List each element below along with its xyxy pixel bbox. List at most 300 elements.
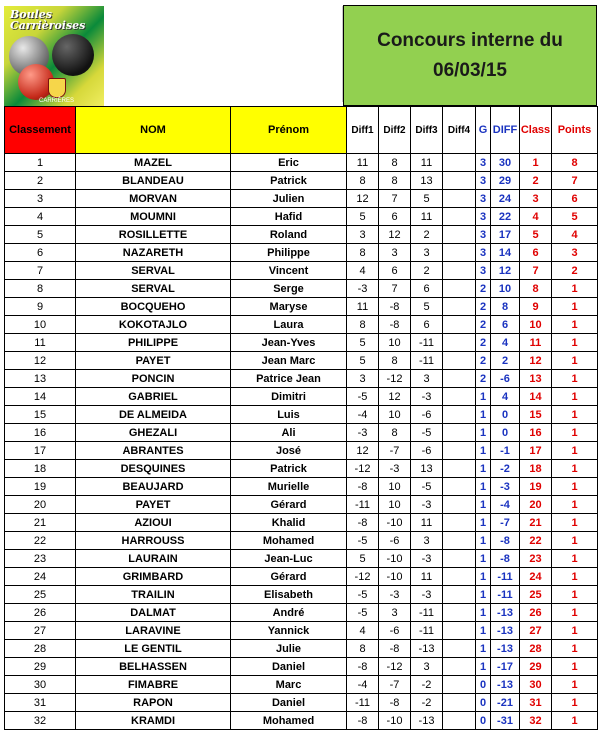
cell-diff4[interactable] xyxy=(443,568,476,586)
cell-diff4[interactable] xyxy=(443,442,476,460)
cell-nom[interactable]: PONCIN xyxy=(76,370,231,388)
cell-diff3[interactable]: -11 xyxy=(411,334,443,352)
cell-diff3[interactable]: -13 xyxy=(411,640,443,658)
cell-diff3[interactable]: 5 xyxy=(411,298,443,316)
cell-points[interactable]: 1 xyxy=(552,694,598,712)
cell-nom[interactable]: GABRIEL xyxy=(76,388,231,406)
cell-class[interactable]: 22 xyxy=(520,532,552,550)
cell-prenom[interactable]: Jean Marc xyxy=(231,352,347,370)
cell-diff2[interactable]: 10 xyxy=(379,406,411,424)
cell-points[interactable]: 1 xyxy=(552,478,598,496)
cell-diff3[interactable]: 6 xyxy=(411,316,443,334)
cell-diff1[interactable]: 8 xyxy=(347,244,379,262)
cell-classement[interactable]: 10 xyxy=(5,316,76,334)
cell-diff[interactable]: 4 xyxy=(491,388,520,406)
cell-classement[interactable]: 16 xyxy=(5,424,76,442)
cell-diff4[interactable] xyxy=(443,280,476,298)
cell-g[interactable]: 1 xyxy=(476,550,491,568)
cell-prenom[interactable]: Patrick xyxy=(231,172,347,190)
cell-diff2[interactable]: 8 xyxy=(379,352,411,370)
cell-diff[interactable]: -1 xyxy=(491,442,520,460)
cell-points[interactable]: 1 xyxy=(552,352,598,370)
cell-nom[interactable]: PAYET xyxy=(76,496,231,514)
cell-diff2[interactable]: -7 xyxy=(379,442,411,460)
cell-prenom[interactable]: Julie xyxy=(231,640,347,658)
cell-diff[interactable]: 4 xyxy=(491,334,520,352)
cell-points[interactable]: 1 xyxy=(552,604,598,622)
cell-points[interactable]: 2 xyxy=(552,262,598,280)
cell-diff2[interactable]: 6 xyxy=(379,262,411,280)
cell-diff2[interactable]: -10 xyxy=(379,514,411,532)
cell-nom[interactable]: LAURAIN xyxy=(76,550,231,568)
cell-class[interactable]: 5 xyxy=(520,226,552,244)
cell-prenom[interactable]: Patrick xyxy=(231,460,347,478)
cell-g[interactable]: 1 xyxy=(476,532,491,550)
cell-diff2[interactable]: -8 xyxy=(379,694,411,712)
cell-diff[interactable]: 30 xyxy=(491,154,520,172)
cell-diff4[interactable] xyxy=(443,460,476,478)
cell-nom[interactable]: LE GENTIL xyxy=(76,640,231,658)
cell-points[interactable]: 1 xyxy=(552,424,598,442)
cell-points[interactable]: 1 xyxy=(552,496,598,514)
cell-g[interactable]: 2 xyxy=(476,298,491,316)
cell-points[interactable]: 6 xyxy=(552,190,598,208)
cell-nom[interactable]: BEAUJARD xyxy=(76,478,231,496)
cell-g[interactable]: 1 xyxy=(476,496,491,514)
cell-classement[interactable]: 9 xyxy=(5,298,76,316)
cell-diff[interactable]: -31 xyxy=(491,712,520,730)
cell-prenom[interactable]: Mohamed xyxy=(231,712,347,730)
cell-diff[interactable]: -21 xyxy=(491,694,520,712)
cell-diff2[interactable]: 10 xyxy=(379,478,411,496)
cell-diff1[interactable]: -8 xyxy=(347,712,379,730)
cell-nom[interactable]: NAZARETH xyxy=(76,244,231,262)
cell-diff1[interactable]: -3 xyxy=(347,280,379,298)
cell-class[interactable]: 26 xyxy=(520,604,552,622)
cell-classement[interactable]: 18 xyxy=(5,460,76,478)
cell-points[interactable]: 1 xyxy=(552,514,598,532)
cell-diff4[interactable] xyxy=(443,406,476,424)
cell-classement[interactable]: 19 xyxy=(5,478,76,496)
cell-points[interactable]: 1 xyxy=(552,388,598,406)
cell-diff2[interactable]: 12 xyxy=(379,226,411,244)
cell-diff3[interactable]: -11 xyxy=(411,352,443,370)
cell-diff[interactable]: 0 xyxy=(491,424,520,442)
cell-class[interactable]: 12 xyxy=(520,352,552,370)
cell-points[interactable]: 1 xyxy=(552,298,598,316)
cell-g[interactable]: 2 xyxy=(476,334,491,352)
cell-diff4[interactable] xyxy=(443,262,476,280)
cell-diff[interactable]: 12 xyxy=(491,262,520,280)
cell-diff1[interactable]: 4 xyxy=(347,262,379,280)
cell-prenom[interactable]: Gérard xyxy=(231,568,347,586)
cell-diff4[interactable] xyxy=(443,676,476,694)
cell-points[interactable]: 1 xyxy=(552,622,598,640)
cell-diff3[interactable]: 2 xyxy=(411,262,443,280)
cell-diff3[interactable]: 11 xyxy=(411,208,443,226)
cell-class[interactable]: 19 xyxy=(520,478,552,496)
cell-diff4[interactable] xyxy=(443,154,476,172)
cell-points[interactable]: 7 xyxy=(552,172,598,190)
col-header-prenom[interactable]: Prénom xyxy=(231,107,347,154)
cell-classement[interactable]: 25 xyxy=(5,586,76,604)
cell-classement[interactable]: 28 xyxy=(5,640,76,658)
cell-class[interactable]: 8 xyxy=(520,280,552,298)
cell-nom[interactable]: LARAVINE xyxy=(76,622,231,640)
cell-diff[interactable]: -13 xyxy=(491,676,520,694)
cell-g[interactable]: 2 xyxy=(476,280,491,298)
cell-g[interactable]: 1 xyxy=(476,514,491,532)
cell-diff1[interactable]: 11 xyxy=(347,298,379,316)
cell-classement[interactable]: 23 xyxy=(5,550,76,568)
cell-g[interactable]: 1 xyxy=(476,658,491,676)
cell-points[interactable]: 1 xyxy=(552,658,598,676)
cell-classement[interactable]: 14 xyxy=(5,388,76,406)
cell-g[interactable]: 2 xyxy=(476,352,491,370)
cell-diff3[interactable]: 13 xyxy=(411,172,443,190)
cell-diff3[interactable]: 11 xyxy=(411,154,443,172)
cell-diff4[interactable] xyxy=(443,190,476,208)
cell-prenom[interactable]: Daniel xyxy=(231,658,347,676)
cell-points[interactable]: 1 xyxy=(552,316,598,334)
cell-points[interactable]: 5 xyxy=(552,208,598,226)
cell-diff4[interactable] xyxy=(443,532,476,550)
cell-diff2[interactable]: 7 xyxy=(379,280,411,298)
cell-diff[interactable]: -4 xyxy=(491,496,520,514)
cell-class[interactable]: 24 xyxy=(520,568,552,586)
cell-class[interactable]: 30 xyxy=(520,676,552,694)
cell-prenom[interactable]: Philippe xyxy=(231,244,347,262)
cell-diff4[interactable] xyxy=(443,352,476,370)
cell-diff2[interactable]: 8 xyxy=(379,172,411,190)
cell-class[interactable]: 10 xyxy=(520,316,552,334)
cell-classement[interactable]: 1 xyxy=(5,154,76,172)
cell-class[interactable]: 7 xyxy=(520,262,552,280)
cell-diff[interactable]: -8 xyxy=(491,532,520,550)
cell-class[interactable]: 16 xyxy=(520,424,552,442)
cell-diff1[interactable]: 4 xyxy=(347,622,379,640)
cell-diff1[interactable]: 5 xyxy=(347,334,379,352)
cell-class[interactable]: 20 xyxy=(520,496,552,514)
cell-prenom[interactable]: Daniel xyxy=(231,694,347,712)
cell-classement[interactable]: 22 xyxy=(5,532,76,550)
cell-diff4[interactable] xyxy=(443,640,476,658)
cell-diff[interactable]: -8 xyxy=(491,550,520,568)
cell-diff2[interactable]: 6 xyxy=(379,208,411,226)
cell-classement[interactable]: 20 xyxy=(5,496,76,514)
cell-diff3[interactable]: -3 xyxy=(411,550,443,568)
cell-diff4[interactable] xyxy=(443,712,476,730)
cell-classement[interactable]: 29 xyxy=(5,658,76,676)
cell-diff[interactable]: 22 xyxy=(491,208,520,226)
cell-diff[interactable]: -13 xyxy=(491,640,520,658)
cell-diff2[interactable]: -3 xyxy=(379,586,411,604)
cell-diff3[interactable]: -5 xyxy=(411,478,443,496)
cell-diff[interactable]: 0 xyxy=(491,406,520,424)
cell-nom[interactable]: GHEZALI xyxy=(76,424,231,442)
cell-class[interactable]: 28 xyxy=(520,640,552,658)
cell-prenom[interactable]: Laura xyxy=(231,316,347,334)
cell-nom[interactable]: KOKOTAJLO xyxy=(76,316,231,334)
cell-points[interactable]: 1 xyxy=(552,370,598,388)
cell-classement[interactable]: 6 xyxy=(5,244,76,262)
cell-nom[interactable]: MAZEL xyxy=(76,154,231,172)
cell-diff3[interactable]: -6 xyxy=(411,406,443,424)
cell-diff2[interactable]: -10 xyxy=(379,712,411,730)
cell-g[interactable]: 1 xyxy=(476,460,491,478)
cell-g[interactable]: 0 xyxy=(476,676,491,694)
cell-diff2[interactable]: -10 xyxy=(379,550,411,568)
cell-g[interactable]: 1 xyxy=(476,604,491,622)
cell-nom[interactable]: BELHASSEN xyxy=(76,658,231,676)
cell-diff1[interactable]: 11 xyxy=(347,154,379,172)
cell-classement[interactable]: 21 xyxy=(5,514,76,532)
cell-diff2[interactable]: -8 xyxy=(379,298,411,316)
cell-diff2[interactable]: -8 xyxy=(379,316,411,334)
cell-diff2[interactable]: 3 xyxy=(379,604,411,622)
cell-g[interactable]: 0 xyxy=(476,694,491,712)
cell-prenom[interactable]: Elisabeth xyxy=(231,586,347,604)
cell-class[interactable]: 32 xyxy=(520,712,552,730)
cell-diff1[interactable]: 3 xyxy=(347,370,379,388)
cell-classement[interactable]: 13 xyxy=(5,370,76,388)
cell-diff3[interactable]: 11 xyxy=(411,568,443,586)
cell-prenom[interactable]: Mohamed xyxy=(231,532,347,550)
cell-diff[interactable]: -13 xyxy=(491,622,520,640)
cell-class[interactable]: 4 xyxy=(520,208,552,226)
cell-diff1[interactable]: -12 xyxy=(347,460,379,478)
cell-class[interactable]: 14 xyxy=(520,388,552,406)
cell-prenom[interactable]: Hafid xyxy=(231,208,347,226)
cell-points[interactable]: 8 xyxy=(552,154,598,172)
cell-points[interactable]: 1 xyxy=(552,334,598,352)
cell-diff1[interactable]: -11 xyxy=(347,496,379,514)
cell-prenom[interactable]: Maryse xyxy=(231,298,347,316)
cell-diff2[interactable]: -12 xyxy=(379,658,411,676)
cell-class[interactable]: 11 xyxy=(520,334,552,352)
cell-diff1[interactable]: 12 xyxy=(347,190,379,208)
cell-diff2[interactable]: 10 xyxy=(379,496,411,514)
cell-class[interactable]: 9 xyxy=(520,298,552,316)
cell-classement[interactable]: 27 xyxy=(5,622,76,640)
cell-prenom[interactable]: Dimitri xyxy=(231,388,347,406)
col-header-diff[interactable]: DIFF xyxy=(491,107,520,154)
cell-diff2[interactable]: 10 xyxy=(379,334,411,352)
cell-diff2[interactable]: -6 xyxy=(379,622,411,640)
cell-classement[interactable]: 26 xyxy=(5,604,76,622)
cell-g[interactable]: 0 xyxy=(476,712,491,730)
cell-nom[interactable]: BLANDEAU xyxy=(76,172,231,190)
cell-g[interactable]: 3 xyxy=(476,226,491,244)
cell-nom[interactable]: TRAILIN xyxy=(76,586,231,604)
cell-nom[interactable]: DESQUINES xyxy=(76,460,231,478)
cell-class[interactable]: 13 xyxy=(520,370,552,388)
cell-class[interactable]: 1 xyxy=(520,154,552,172)
cell-class[interactable]: 29 xyxy=(520,658,552,676)
cell-class[interactable]: 2 xyxy=(520,172,552,190)
cell-diff[interactable]: 2 xyxy=(491,352,520,370)
cell-diff[interactable]: -6 xyxy=(491,370,520,388)
cell-classement[interactable]: 17 xyxy=(5,442,76,460)
col-header-classement[interactable]: Classement xyxy=(5,107,76,154)
cell-points[interactable]: 1 xyxy=(552,406,598,424)
cell-points[interactable]: 4 xyxy=(552,226,598,244)
cell-points[interactable]: 1 xyxy=(552,568,598,586)
cell-diff1[interactable]: 5 xyxy=(347,550,379,568)
cell-class[interactable]: 31 xyxy=(520,694,552,712)
cell-points[interactable]: 1 xyxy=(552,280,598,298)
cell-diff4[interactable] xyxy=(443,514,476,532)
cell-classement[interactable]: 2 xyxy=(5,172,76,190)
cell-diff1[interactable]: 3 xyxy=(347,226,379,244)
cell-classement[interactable]: 11 xyxy=(5,334,76,352)
cell-diff3[interactable]: -3 xyxy=(411,496,443,514)
cell-prenom[interactable]: Yannick xyxy=(231,622,347,640)
cell-diff3[interactable]: 5 xyxy=(411,190,443,208)
cell-prenom[interactable]: Eric xyxy=(231,154,347,172)
cell-nom[interactable]: FIMABRE xyxy=(76,676,231,694)
cell-diff3[interactable]: -3 xyxy=(411,388,443,406)
cell-diff3[interactable]: -11 xyxy=(411,622,443,640)
cell-diff4[interactable] xyxy=(443,424,476,442)
cell-diff3[interactable]: 3 xyxy=(411,370,443,388)
cell-diff[interactable]: 14 xyxy=(491,244,520,262)
cell-diff4[interactable] xyxy=(443,550,476,568)
cell-diff4[interactable] xyxy=(443,586,476,604)
cell-diff2[interactable]: 12 xyxy=(379,388,411,406)
cell-diff[interactable]: 6 xyxy=(491,316,520,334)
cell-nom[interactable]: RAPON xyxy=(76,694,231,712)
cell-diff1[interactable]: -8 xyxy=(347,514,379,532)
cell-diff1[interactable]: -4 xyxy=(347,406,379,424)
cell-g[interactable]: 3 xyxy=(476,244,491,262)
cell-diff[interactable]: -13 xyxy=(491,604,520,622)
cell-prenom[interactable]: Serge xyxy=(231,280,347,298)
cell-diff3[interactable]: -5 xyxy=(411,424,443,442)
cell-diff1[interactable]: -8 xyxy=(347,478,379,496)
cell-diff2[interactable]: 8 xyxy=(379,154,411,172)
col-header-nom[interactable]: NOM xyxy=(76,107,231,154)
cell-nom[interactable]: ABRANTES xyxy=(76,442,231,460)
col-header-class[interactable]: Class xyxy=(520,107,552,154)
cell-diff1[interactable]: -5 xyxy=(347,604,379,622)
col-header-diff4[interactable]: Diff4 xyxy=(443,107,476,154)
cell-class[interactable]: 27 xyxy=(520,622,552,640)
col-header-g[interactable]: G xyxy=(476,107,491,154)
cell-prenom[interactable]: Marc xyxy=(231,676,347,694)
cell-diff3[interactable]: -2 xyxy=(411,694,443,712)
cell-diff3[interactable]: -6 xyxy=(411,442,443,460)
cell-diff3[interactable]: 6 xyxy=(411,280,443,298)
cell-classement[interactable]: 5 xyxy=(5,226,76,244)
cell-g[interactable]: 1 xyxy=(476,406,491,424)
cell-diff4[interactable] xyxy=(443,604,476,622)
cell-g[interactable]: 3 xyxy=(476,190,491,208)
cell-nom[interactable]: PHILIPPE xyxy=(76,334,231,352)
cell-diff1[interactable]: -8 xyxy=(347,658,379,676)
cell-g[interactable]: 3 xyxy=(476,262,491,280)
cell-prenom[interactable]: Julien xyxy=(231,190,347,208)
cell-class[interactable]: 21 xyxy=(520,514,552,532)
cell-g[interactable]: 3 xyxy=(476,172,491,190)
cell-diff4[interactable] xyxy=(443,208,476,226)
cell-diff3[interactable]: -3 xyxy=(411,586,443,604)
cell-diff1[interactable]: -5 xyxy=(347,388,379,406)
cell-class[interactable]: 25 xyxy=(520,586,552,604)
cell-diff[interactable]: 8 xyxy=(491,298,520,316)
cell-class[interactable]: 3 xyxy=(520,190,552,208)
cell-points[interactable]: 1 xyxy=(552,442,598,460)
cell-diff[interactable]: -2 xyxy=(491,460,520,478)
cell-diff2[interactable]: 7 xyxy=(379,190,411,208)
cell-diff4[interactable] xyxy=(443,496,476,514)
cell-points[interactable]: 1 xyxy=(552,586,598,604)
cell-prenom[interactable]: Luis xyxy=(231,406,347,424)
cell-classement[interactable]: 3 xyxy=(5,190,76,208)
cell-diff1[interactable]: 8 xyxy=(347,640,379,658)
cell-points[interactable]: 1 xyxy=(552,640,598,658)
cell-diff4[interactable] xyxy=(443,388,476,406)
cell-diff3[interactable]: 3 xyxy=(411,532,443,550)
cell-classement[interactable]: 24 xyxy=(5,568,76,586)
cell-diff[interactable]: -11 xyxy=(491,586,520,604)
cell-diff[interactable]: -11 xyxy=(491,568,520,586)
cell-diff1[interactable]: 8 xyxy=(347,316,379,334)
cell-diff[interactable]: -3 xyxy=(491,478,520,496)
cell-diff4[interactable] xyxy=(443,316,476,334)
cell-diff1[interactable]: -3 xyxy=(347,424,379,442)
cell-class[interactable]: 15 xyxy=(520,406,552,424)
cell-diff4[interactable] xyxy=(443,622,476,640)
cell-diff1[interactable]: 5 xyxy=(347,352,379,370)
cell-diff2[interactable]: 8 xyxy=(379,424,411,442)
cell-g[interactable]: 1 xyxy=(476,640,491,658)
cell-g[interactable]: 1 xyxy=(476,442,491,460)
cell-prenom[interactable]: André xyxy=(231,604,347,622)
cell-prenom[interactable]: Vincent xyxy=(231,262,347,280)
cell-g[interactable]: 1 xyxy=(476,478,491,496)
cell-prenom[interactable]: Khalid xyxy=(231,514,347,532)
cell-diff4[interactable] xyxy=(443,298,476,316)
cell-diff1[interactable]: -4 xyxy=(347,676,379,694)
cell-classement[interactable]: 30 xyxy=(5,676,76,694)
cell-classement[interactable]: 32 xyxy=(5,712,76,730)
cell-nom[interactable]: PAYET xyxy=(76,352,231,370)
cell-diff3[interactable]: 2 xyxy=(411,226,443,244)
cell-classement[interactable]: 4 xyxy=(5,208,76,226)
cell-g[interactable]: 1 xyxy=(476,622,491,640)
col-header-points[interactable]: Points xyxy=(552,107,598,154)
cell-diff[interactable]: 24 xyxy=(491,190,520,208)
cell-classement[interactable]: 7 xyxy=(5,262,76,280)
cell-nom[interactable]: SERVAL xyxy=(76,262,231,280)
cell-class[interactable]: 17 xyxy=(520,442,552,460)
cell-diff3[interactable]: -2 xyxy=(411,676,443,694)
cell-diff4[interactable] xyxy=(443,244,476,262)
cell-prenom[interactable]: Gérard xyxy=(231,496,347,514)
cell-diff1[interactable]: 12 xyxy=(347,442,379,460)
cell-classement[interactable]: 31 xyxy=(5,694,76,712)
cell-nom[interactable]: BOCQUEHO xyxy=(76,298,231,316)
cell-diff[interactable]: -17 xyxy=(491,658,520,676)
cell-g[interactable]: 3 xyxy=(476,208,491,226)
cell-prenom[interactable]: José xyxy=(231,442,347,460)
cell-prenom[interactable]: Roland xyxy=(231,226,347,244)
cell-nom[interactable]: SERVAL xyxy=(76,280,231,298)
cell-points[interactable]: 1 xyxy=(552,532,598,550)
cell-nom[interactable]: GRIMBARD xyxy=(76,568,231,586)
cell-diff3[interactable]: 11 xyxy=(411,514,443,532)
